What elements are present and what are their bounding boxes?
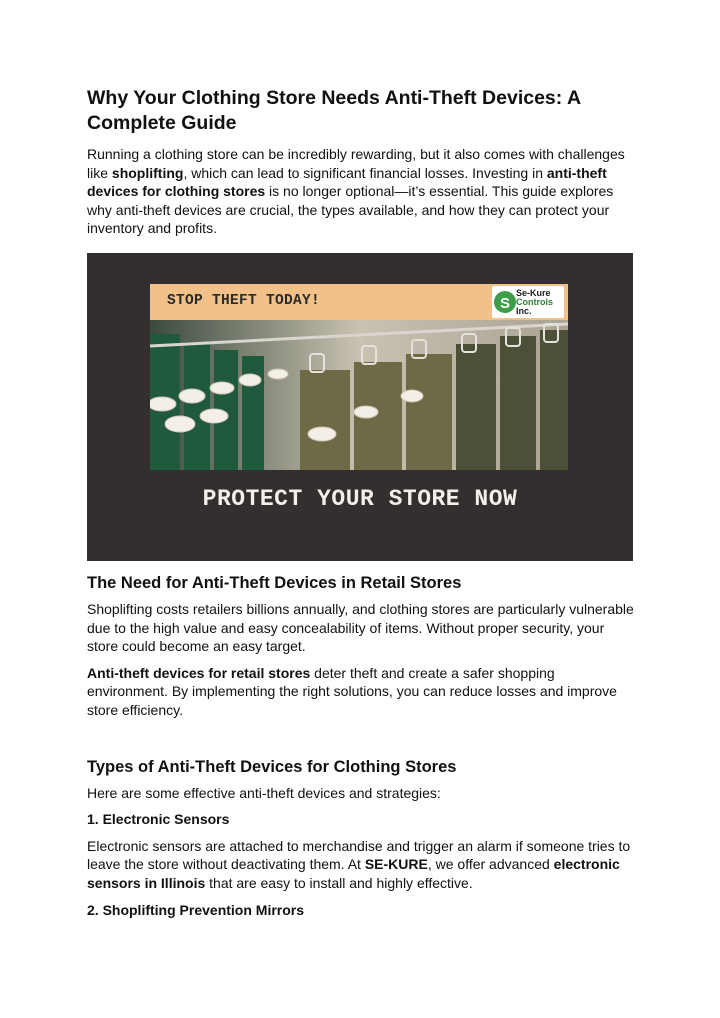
article xyxy=(87,86,635,919)
need-paragraph-2 xyxy=(87,664,635,720)
item1-text-3: that are easy to install and highly effective. xyxy=(205,874,473,891)
se-kure-logo-icon xyxy=(493,286,517,318)
banner-top-bar xyxy=(150,284,568,320)
intro-bold-anti-theft: anti-theft devices for clothing stores xyxy=(87,164,607,200)
logo-line-2: Controls xyxy=(516,296,553,307)
stop-theft-text: STOP THEFT TODAY! xyxy=(167,292,321,309)
item1-text-1: Electronic sensors are attached to merchandise and trigger an alarm if someone tries to leave the store without deactivating them. At xyxy=(87,837,631,873)
item1-heading: 1. Electronic Sensors xyxy=(87,811,230,828)
item1-bold-sensors: electronic sensors in Illinois xyxy=(87,856,620,891)
intro-text-3: is no longer optional—it’s essential. This guide explores why anti-theft devices are crucial, the types available, and how they can protect your inventory and profits. xyxy=(87,183,614,237)
protect-store-caption: PROTECT YOUR STORE NOW xyxy=(202,485,518,512)
logo-line-1: Se-Kure xyxy=(516,287,551,298)
section-heading-types: Types of Anti-Theft Devices for Clothing Stores xyxy=(87,757,457,776)
item2-heading: 2. Shoplifting Prevention Mirrors xyxy=(87,901,305,918)
intro-paragraph xyxy=(87,145,635,238)
item1-text-2: , we offer advanced xyxy=(427,856,554,873)
section-heading-need: The Need for Anti-Theft Devices in Retail Stores xyxy=(87,573,462,592)
item1-bold-sekure: SE-KURE xyxy=(364,856,428,873)
item1-paragraph xyxy=(87,837,635,893)
se-kure-logo xyxy=(492,286,564,318)
logo-wordmark xyxy=(516,289,553,316)
types-intro: Here are some effective anti-theft devices and strategies: xyxy=(87,784,441,801)
need-text: deter theft and create a safer shopping environment. By implementing the right solutions, you can reduce losses and improve store efficiency. xyxy=(87,664,617,718)
intro-text-2: , which can lead to significant financial losses. Investing in xyxy=(183,164,547,181)
page-title: Why Your Clothing Store Needs Anti-Theft Devices: A Complete Guide xyxy=(87,87,581,134)
need-bold-retail: Anti-theft devices for retail stores xyxy=(87,664,311,681)
logo-line-3: Inc. xyxy=(516,305,532,316)
intro-bold-shoplifting: shoplifting xyxy=(111,164,184,181)
need-paragraph-1: Shoplifting costs retailers billions annually, and clothing stores are particularly vulnerable due to the high value and easy concealability of items. Without proper security, your store could become an easy target. xyxy=(87,600,634,655)
promo-banner-image xyxy=(87,253,633,561)
banner-photo xyxy=(150,284,568,470)
svg-text:S: S xyxy=(499,294,511,312)
intro-text-1: Running a clothing store can be incredibly rewarding, but it also comes with challenges like xyxy=(87,146,625,181)
